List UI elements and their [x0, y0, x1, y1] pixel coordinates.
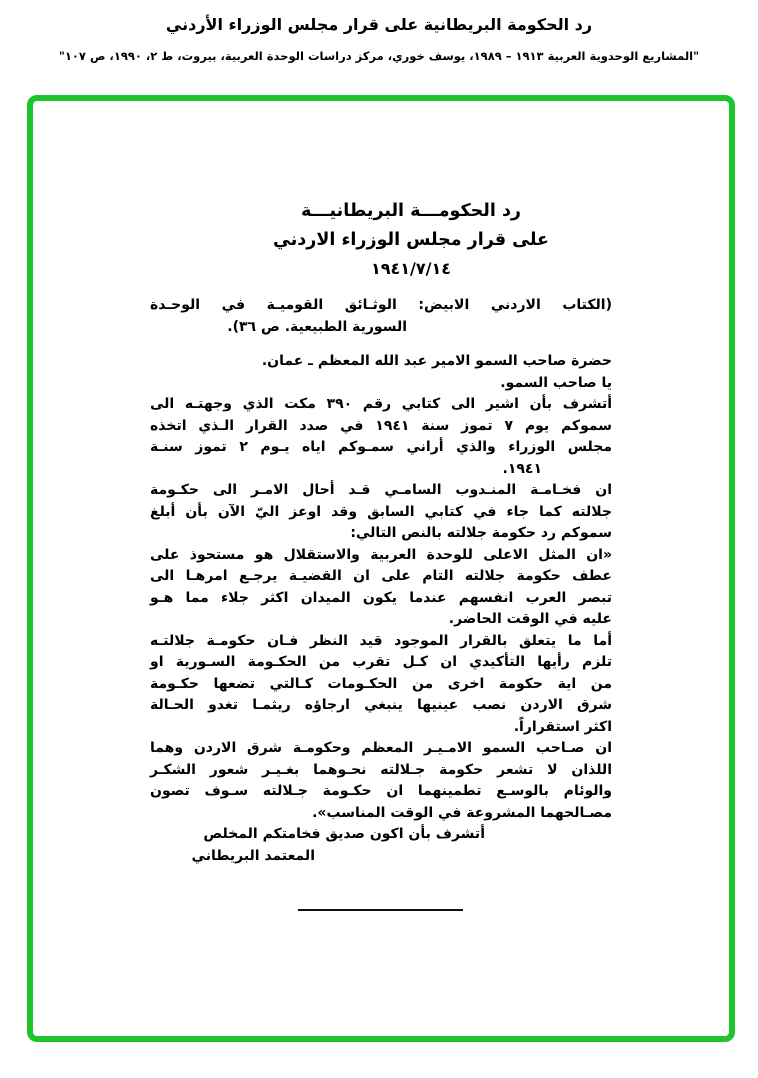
document-line: ١٩٤١.	[502, 460, 542, 477]
document-line: مصـالحهما المشروعة في الوقت المناسب».	[312, 804, 612, 821]
document-line: مجلس الوزراء والذي أراني سمـوكم اياه يـوم ٢ تموز سنـة	[150, 439, 612, 455]
document-line: أتشرف بأن اكون صديق فخامتكم المخلص	[203, 826, 485, 842]
document-title-line2: على قرار مجلس الوزراء الاردني	[273, 230, 549, 250]
document-line: أما ما يتعلق بالقرار الموجود قيد النظر فـان حكومـة جلالتـه	[150, 632, 612, 649]
document-line: ان صـاحب السمو الامـيـر المعظم وحكومـة شرق الاردن وهما	[150, 740, 612, 756]
source-citation: "المشاريع الوحدوية العربية ١٩١٣ – ١٩٨٩، يوسف خوري، مركز دراسات الوحدة العربية، بيروت، ط ٢، ١٩٩٠، ص ١٠٧"	[58, 49, 700, 63]
document-line: تلزم رأيها التأكيدي ان كـل تقرب من الحكـومة السـورية او	[150, 654, 612, 670]
document-line: أتشرف بأن اشير الى كتابي رقم ٣٩٠ مكت الذي وجهتـه الى	[150, 396, 612, 412]
document-line: شرق الاردن نصب عينيها ينبغي ارجاؤه ريثمـا تغدو الحـالة	[150, 697, 612, 713]
document-date: ١٩٤١/٧/١٤	[370, 259, 452, 278]
document-body	[150, 295, 612, 867]
document-line: والوئام بالوسـع تطمينهما ان حكـومة جـلالته سـوف تصون	[150, 783, 612, 799]
document-line: تبصر العرب انفسهم عندما يكون الميدان اكثر جلاء مما هـو	[150, 589, 612, 606]
document-line: جلالته كما جاء في كتابي السابق وقد اوعز اليّ الآن بأن أبلغ	[150, 503, 612, 520]
document-line: من اية حكومة اخرى من الحكـومات كـالتي تضعها حكـومة	[150, 675, 612, 692]
document-line: اكثر استقراراً.	[513, 718, 612, 735]
document-title-block	[180, 197, 642, 283]
document-line: السورية الطبيعية. ص ٣٦).	[227, 318, 407, 335]
document-line: يا صاحب السمو.	[500, 374, 612, 391]
document-line: المعتمد البريطاني	[191, 847, 315, 864]
page-header-title: رد الحكومة البريطانية على قرار مجلس الوزراء الأردني	[165, 15, 593, 34]
signature-divider-line	[298, 909, 463, 911]
document-line: سموكم يوم ٧ تموز سنة ١٩٤١ في صدد القرار الـذي اتخذه	[150, 417, 613, 434]
document-line: سموكم رد حكومة جلالته بالنص التالي:	[350, 525, 612, 541]
document-line: عطف حكومة جلالته التام على ان القضيـة يرجـع امرهـا الى	[150, 568, 612, 584]
document-line: ان فخـامـة المنـدوب السامـي قـد أحال الامـر الى حكـومة	[150, 482, 612, 498]
document-line: حضرة صاحب السمو الامير عبد الله المعظم ـ عمان.	[261, 353, 612, 369]
document-title-line1: رد الحكومـــة البريطانيـــة	[300, 201, 522, 221]
document-line: عليه في الوقت الحاضر.	[448, 611, 612, 627]
document-line: اللذان لا تشعر حكومة جـلالته نحـوهما بغـيـر شعور الشكـر	[150, 761, 612, 778]
document-line: (الكتاب الاردني الابيض: الوثـائق القوميـة في الوحـدة	[150, 297, 612, 313]
document-line: «ان المثل الاعلى للوحدة العربية والاستقلال هو مستحوذ على	[150, 546, 612, 563]
